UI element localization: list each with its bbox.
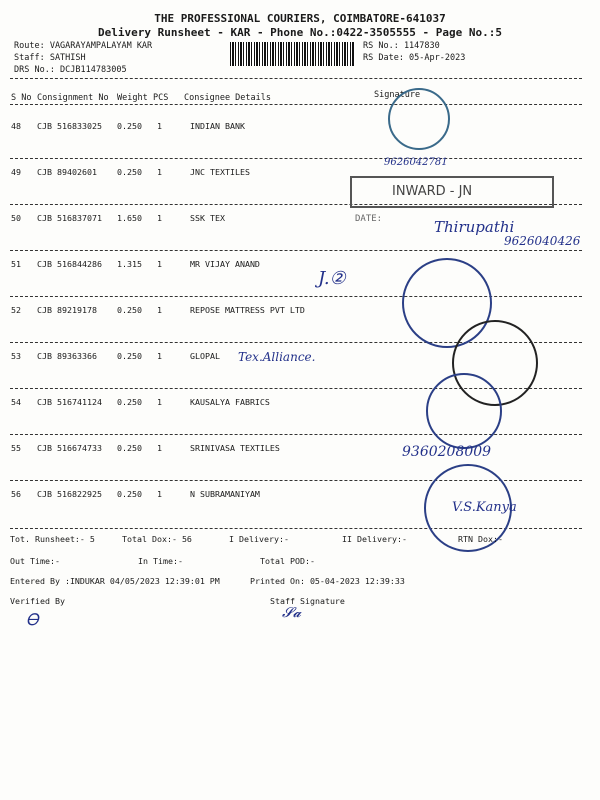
table-row [0,259,600,305]
handwritten-phone: 9626042781 [384,157,448,168]
divider [10,296,582,297]
staff-signature: Staff Signature [270,596,345,606]
rs-date: RS Date: 05-Apr-2023 [363,53,466,63]
row-sno: 49 [11,167,21,177]
out-time: Out Time:- [10,556,60,566]
row-pcs: 1 [157,167,162,177]
row-weight: 1.315 [117,259,142,269]
row-sno: 55 [11,443,21,453]
row-consignee: JNC TEXTILES [190,167,250,177]
divider [10,158,582,159]
row-pcs: 1 [157,489,162,499]
row-consignee: GLOPAL [190,351,220,361]
row-weight: 0.250 [117,351,142,361]
row-consignment: CJB 516837071 [37,213,102,223]
barcode-image [230,42,355,66]
row-sno: 48 [11,121,21,131]
verifier-signature: Ꮎ [26,610,39,629]
staff-label: Staff: SATHISH [14,53,86,63]
stamp-date-label: DATE: [355,214,383,224]
printed-on: Printed On: 05-04-2023 12:39:33 [250,576,405,586]
ii-delivery: II Delivery:- [342,534,407,544]
row-pcs: 1 [157,213,162,223]
stamp-kausalya [426,373,502,449]
col-pcs: PCS [153,93,169,103]
row-consignment: CJB 516844286 [37,259,102,269]
divider [10,104,582,105]
stamp-indian-bank [388,88,450,150]
row-weight: 1.650 [117,213,142,223]
divider [10,78,582,79]
row-weight: 0.250 [117,397,142,407]
row-consignment: CJB 89363366 [37,351,97,361]
row-consignment: CJB 89402601 [37,167,97,177]
row-sno: 53 [11,351,21,361]
col-sno: S No [11,93,32,103]
rs-number: RS No.: 1147830 [363,41,440,51]
verified-by: Verified By [10,596,65,606]
total-dox: Total Dox:- 56 [122,534,192,544]
handwritten-signature: Thirupathi [434,218,515,236]
row-weight: 0.250 [117,167,142,177]
divider [10,434,582,435]
row-consignment: CJB 516833025 [37,121,102,131]
row-sno: 56 [11,489,21,499]
route-label: Route: VAGARAYAMPALAYAM KAR [14,41,153,51]
handwritten-phone: 9626040426 [504,234,581,248]
row-consignee: N SUBRAMANIYAM [190,489,260,499]
total-pod: Total POD:- [260,556,315,566]
company-title: THE PROFESSIONAL COURIERS, COIMBATORE-641037 [154,12,446,25]
table-row [0,397,600,443]
divider [10,250,582,251]
row-pcs: 1 [157,259,162,269]
handwritten-tex-alliance: Tex.Alliance. [238,350,316,364]
row-consignee: KAUSALYA FABRICS [190,397,270,407]
row-consignment: CJB 89219178 [37,305,97,315]
handwritten-signature: V.S.Kanya [452,500,517,515]
col-signature: Signature [374,90,421,100]
row-pcs: 1 [157,305,162,315]
table-row [0,443,600,489]
col-consignee: Consignee Details [184,93,271,103]
row-consignee: SSK TEX [190,213,225,223]
row-weight: 0.250 [117,121,142,131]
row-pcs: 1 [157,443,162,453]
table-row [0,121,600,167]
staff-signature-ink: 𝓢𝓪 [282,605,302,621]
col-consignment: Consignment No [37,93,109,103]
row-sno: 50 [11,213,21,223]
handwritten-mark: J.② [318,268,346,289]
row-consignment: CJB 516674733 [37,443,102,453]
row-weight: 0.250 [117,443,142,453]
rtn-dox: RTN Dox:- [458,534,503,544]
in-time: In Time:- [138,556,183,566]
row-weight: 0.250 [117,305,142,315]
handwritten-phone: 9360208009 [402,444,492,460]
row-consignee: INDIAN BANK [190,121,245,131]
col-weight: Weight [117,93,148,103]
row-sno: 52 [11,305,21,315]
inward-stamp: INWARD - JN [350,176,554,208]
row-consignment: CJB 516822925 [37,489,102,499]
drs-number: DRS No.: DCJB114783005 [14,65,127,75]
row-sno: 51 [11,259,21,269]
row-consignee: MR VIJAY ANAND [190,259,260,269]
row-sno: 54 [11,397,21,407]
entered-by: Entered By :INDUKAR 04/05/2023 12:39:01 PM [10,576,220,586]
row-consignee: SRINIVASA TEXTILES [190,443,280,453]
runsheet-subtitle: Delivery Runsheet - KAR - Phone No.:0422-3505555 - Page No.:5 [98,26,502,39]
tot-runsheet: Tot. Runsheet:- 5 [10,534,95,544]
row-consignee: REPOSE MATTRESS PVT LTD [190,305,305,315]
row-pcs: 1 [157,351,162,361]
row-consignment: CJB 516741124 [37,397,102,407]
row-weight: 0.250 [117,489,142,499]
row-pcs: 1 [157,121,162,131]
i-delivery: I Delivery:- [229,534,289,544]
row-pcs: 1 [157,397,162,407]
